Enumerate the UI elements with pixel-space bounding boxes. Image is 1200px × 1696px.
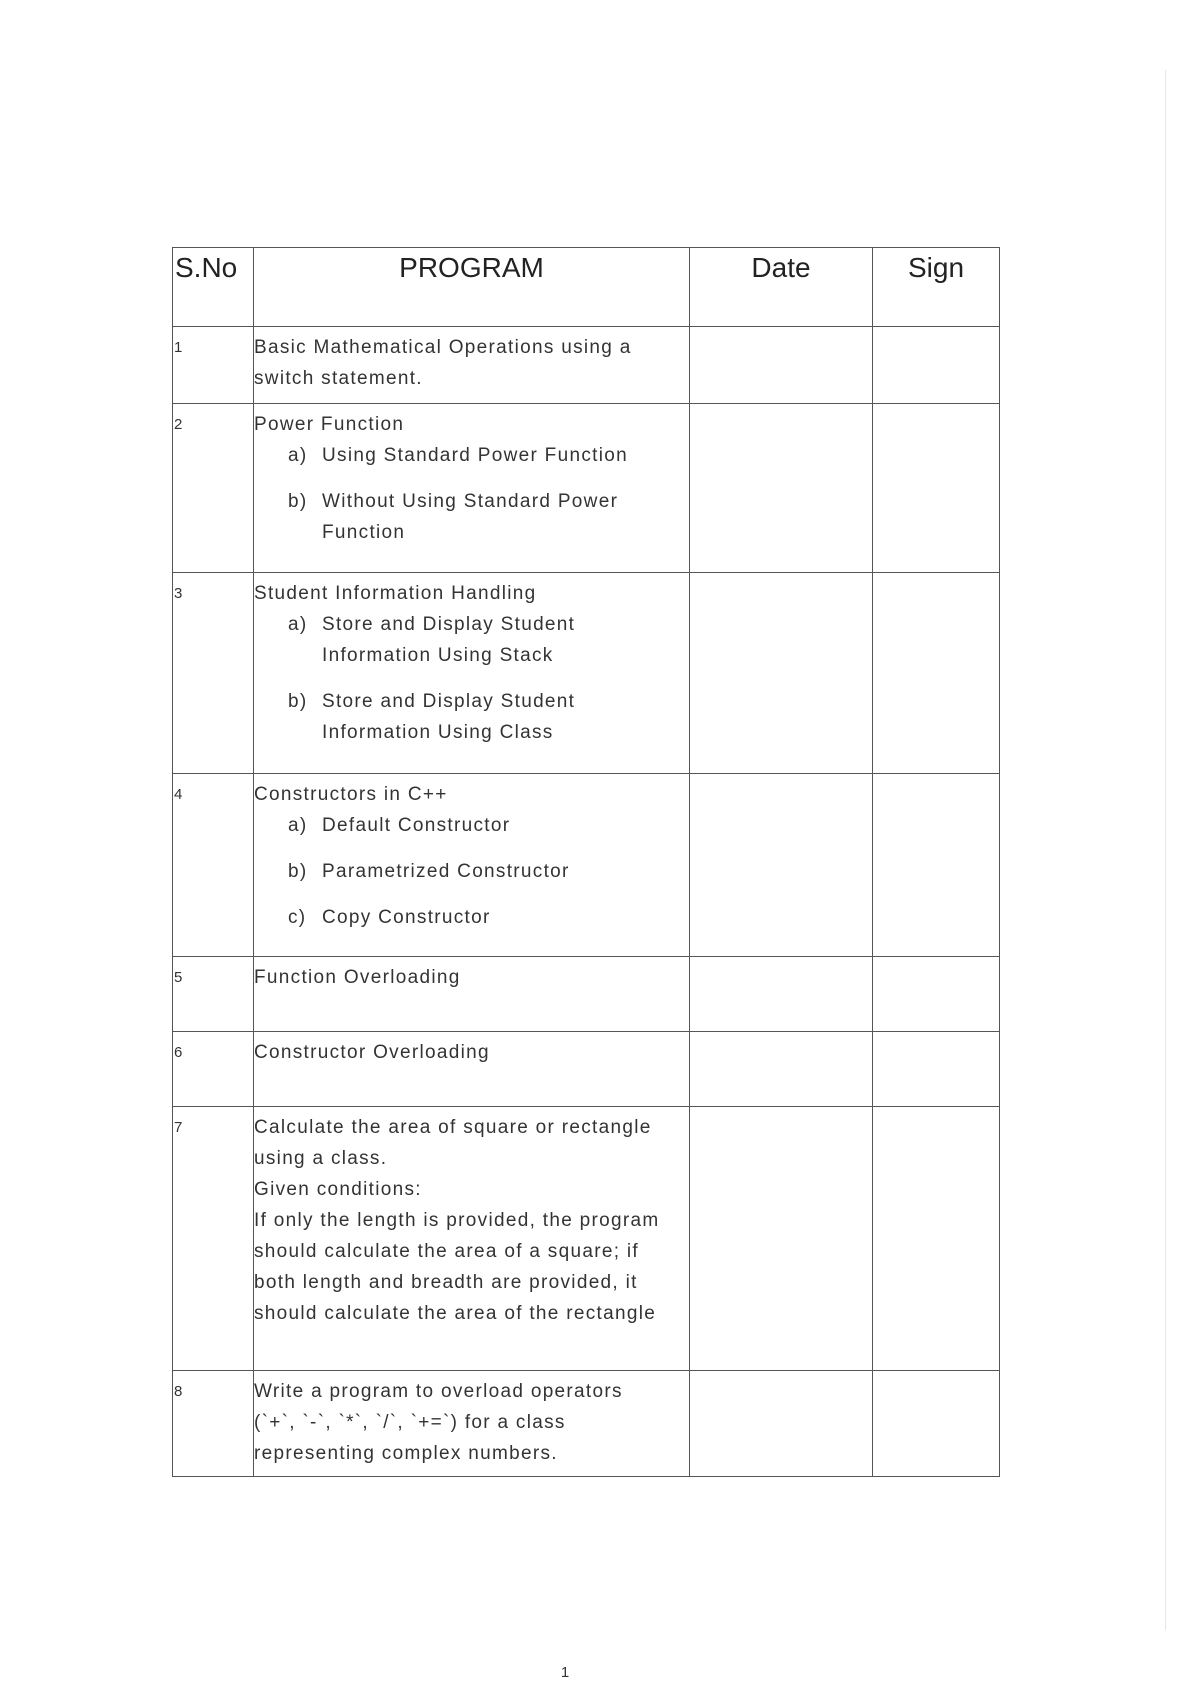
row-sign-cell xyxy=(873,957,1000,1032)
row-program-cell xyxy=(254,1032,690,1107)
header-date: Date xyxy=(690,248,873,327)
row-date-cell xyxy=(690,327,873,404)
program-sub-item xyxy=(288,609,689,671)
row-sign-cell xyxy=(873,1107,1000,1371)
row-sno-cell xyxy=(173,327,254,404)
program-text-line: Basic Mathematical Operations using a xyxy=(254,337,632,358)
program-text-line: both length and breadth are provided, it xyxy=(254,1272,638,1293)
program-text-line: If only the length is provided, the program xyxy=(254,1210,660,1231)
row-date-cell xyxy=(690,774,873,957)
row-date-cell xyxy=(690,404,873,573)
row-sno-cell xyxy=(173,1032,254,1107)
page-edge-line xyxy=(1165,70,1166,1630)
row-program-cell xyxy=(254,327,690,404)
row-sno: 2 xyxy=(174,416,183,433)
program-text-line: Function Overloading xyxy=(254,967,461,988)
row-date-cell xyxy=(690,1107,873,1371)
row-date-cell xyxy=(690,1371,873,1477)
program-sub-item xyxy=(288,486,689,548)
program-text-line: Student Information Handling xyxy=(254,583,537,604)
sub-item-label: b) xyxy=(288,691,308,712)
sub-item-text: Parametrized Constructor xyxy=(322,861,570,882)
program-text-line: Calculate the area of square or rectangle xyxy=(254,1117,652,1138)
program-sub-item xyxy=(288,686,689,748)
sub-item-label: a) xyxy=(288,614,308,635)
table-row xyxy=(173,327,1000,404)
header-program: PROGRAM xyxy=(254,248,690,327)
table-row xyxy=(173,1107,1000,1371)
program-text-line: Power Function xyxy=(254,414,405,435)
sub-item-text: Copy Constructor xyxy=(322,907,491,928)
program-text-line: Given conditions: xyxy=(254,1179,422,1200)
program-text-line: should calculate the area of the rectangle xyxy=(254,1303,657,1324)
row-sno: 7 xyxy=(174,1119,183,1136)
table-header-row xyxy=(173,248,1000,327)
row-sno: 3 xyxy=(174,585,183,602)
sub-item-label: a) xyxy=(288,815,308,836)
program-sub-item xyxy=(288,902,689,933)
sub-item-label: b) xyxy=(288,491,308,512)
page-number: 1 xyxy=(560,1664,570,1681)
program-text-line: Constructor Overloading xyxy=(254,1042,490,1063)
row-sno-cell xyxy=(173,1371,254,1477)
row-sno-cell xyxy=(173,573,254,774)
row-program-cell xyxy=(254,774,690,957)
sub-item-label: b) xyxy=(288,861,308,882)
row-program-cell xyxy=(254,1107,690,1371)
program-text-line: should calculate the area of a square; if xyxy=(254,1241,639,1262)
row-sign-cell xyxy=(873,1371,1000,1477)
sub-item-text: Using Standard Power Function xyxy=(322,445,628,466)
table-row xyxy=(173,404,1000,573)
row-date-cell xyxy=(690,573,873,774)
header-sign: Sign xyxy=(873,248,1000,327)
row-program-cell xyxy=(254,404,690,573)
sub-item-label: a) xyxy=(288,445,308,466)
row-sno-cell xyxy=(173,404,254,573)
row-sno-cell xyxy=(173,957,254,1032)
row-program-cell xyxy=(254,573,690,774)
program-text-line: using a class. xyxy=(254,1148,388,1169)
table-row xyxy=(173,774,1000,957)
row-sno: 8 xyxy=(174,1383,183,1400)
row-sno-cell xyxy=(173,1107,254,1371)
row-date-cell xyxy=(690,957,873,1032)
sub-item-text: Default Constructor xyxy=(322,815,511,836)
program-text-line: switch statement. xyxy=(254,368,423,389)
row-sno: 5 xyxy=(174,969,183,986)
program-text-line: representing complex numbers. xyxy=(254,1443,558,1464)
sub-item-text: Without Using Standard Power Function xyxy=(322,491,619,543)
row-sign-cell xyxy=(873,774,1000,957)
row-sign-cell xyxy=(873,327,1000,404)
row-program-cell xyxy=(254,1371,690,1477)
row-sign-cell xyxy=(873,404,1000,573)
program-text-line: Write a program to overload operators xyxy=(254,1381,623,1402)
row-sno: 1 xyxy=(174,339,183,356)
row-sno: 4 xyxy=(174,786,183,803)
row-sno-cell xyxy=(173,774,254,957)
sub-item-label: c) xyxy=(288,907,307,928)
row-program-cell xyxy=(254,957,690,1032)
row-sign-cell xyxy=(873,1032,1000,1107)
row-sign-cell xyxy=(873,573,1000,774)
program-sub-item xyxy=(288,810,689,841)
table-row xyxy=(173,573,1000,774)
program-sub-item xyxy=(288,440,689,471)
program-text-line: Constructors in C++ xyxy=(254,784,448,805)
table-row xyxy=(173,1032,1000,1107)
program-index-table xyxy=(172,247,1000,1477)
program-sub-item xyxy=(288,856,689,887)
sub-item-text: Store and Display Student Information Using Class xyxy=(322,691,576,743)
table-row xyxy=(173,957,1000,1032)
table-row xyxy=(173,1371,1000,1477)
header-sno: S.No xyxy=(173,248,254,327)
sub-item-text: Store and Display Student Information Using Stack xyxy=(322,614,576,666)
program-text-line: (`+`, `-`, `*`, `/`, `+=`) for a class xyxy=(254,1412,566,1433)
row-date-cell xyxy=(690,1032,873,1107)
row-sno: 6 xyxy=(174,1044,183,1061)
